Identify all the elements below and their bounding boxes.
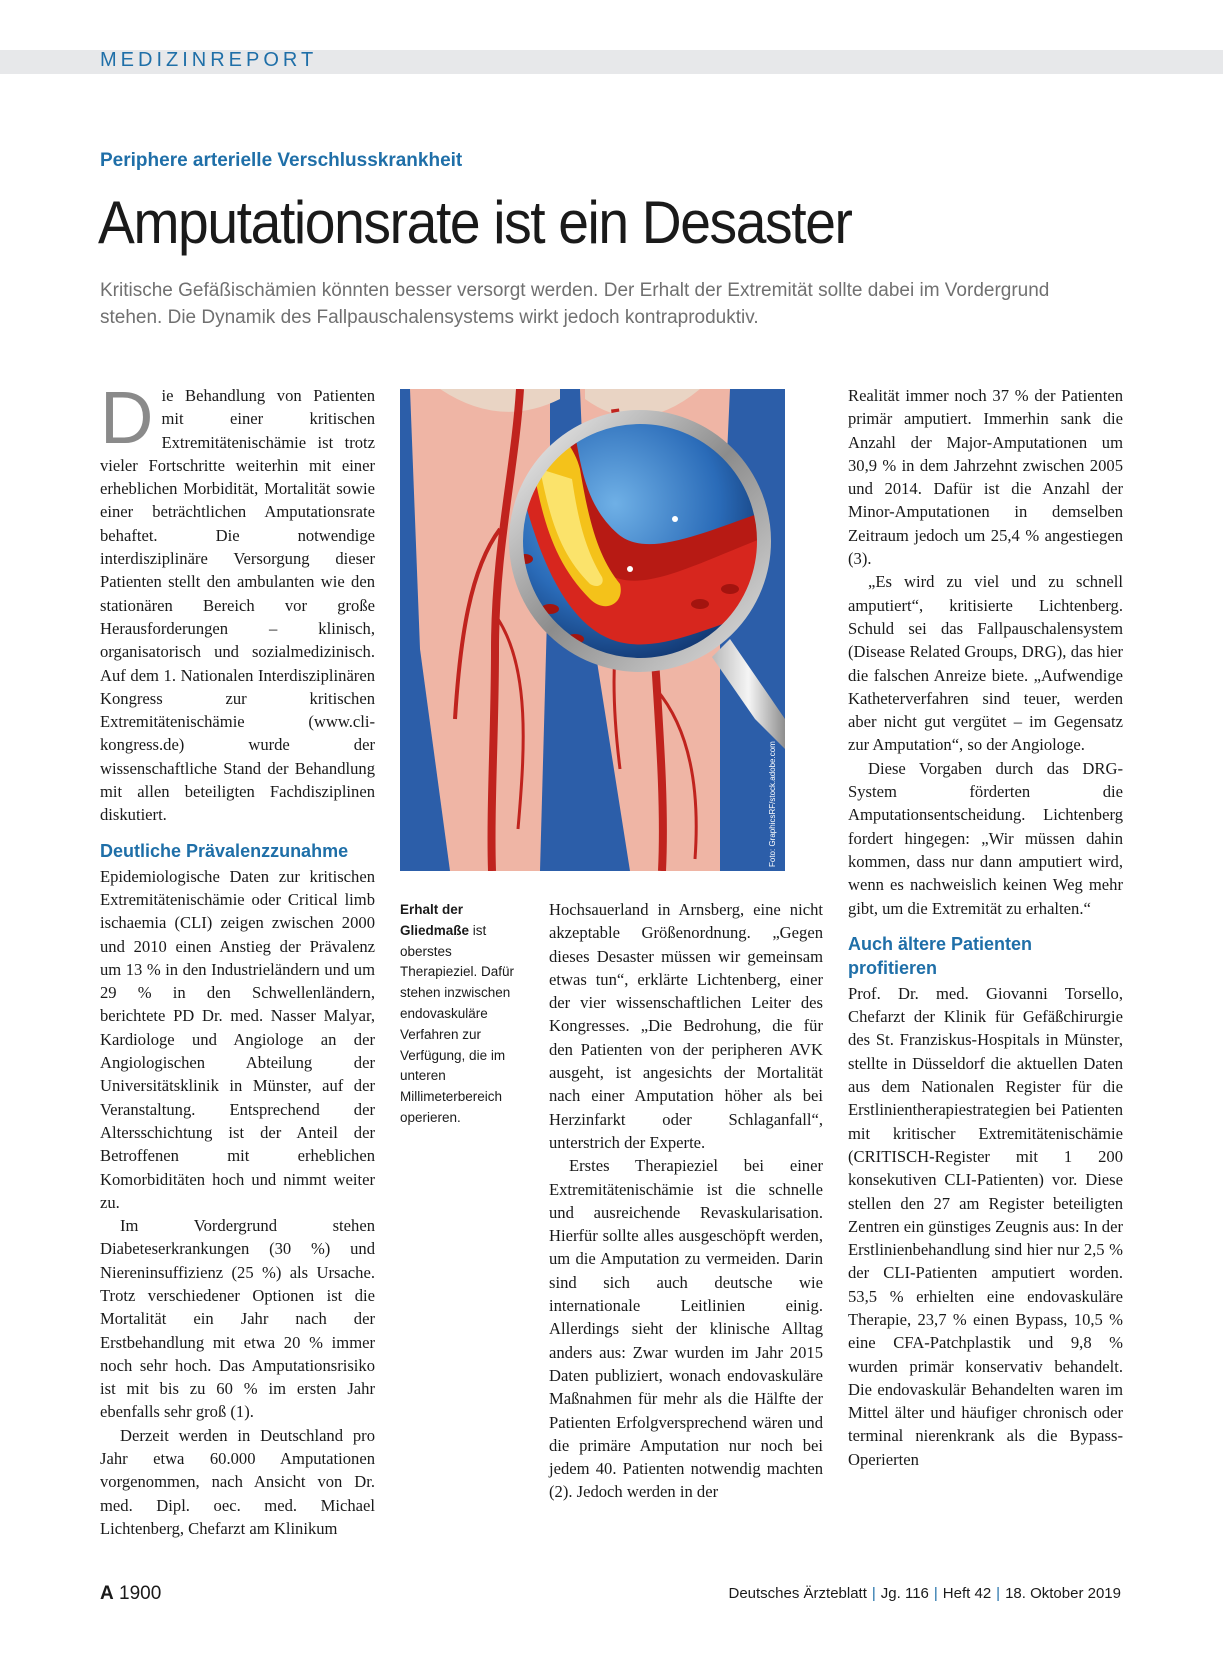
caption-label: Erhalt der Gliedmaße <box>400 902 470 938</box>
paragraph: Erstes Therapieziel bei einer Extremitätenischämie ist die schnelle und ausreichende Revaskularisation. Hierfür sollte alles ausgeschöpft werden, um die Amputation zu vermeiden. Darin sind sich auch deutsche wie internationale Leitlinien einig. Allerdings sieht der klinische Alltag anders aus: Zwar wurden im Jahr 2015 Daten publiziert, wonach endovaskuläre Maßnahmen für mehr als die Hälfte der Patienten Erfolgversprechend wären und die primäre Amputation nur noch bei jedem 40. Patienten notwendig machten (2). Jedoch werden in der <box>549 1156 823 1502</box>
journal-issue: Heft 42 <box>942 1585 992 1602</box>
separator: | <box>871 1585 876 1602</box>
photo-credit: Foto: GraphicsRF/stock.adobe.com <box>768 741 777 867</box>
drop-cap: D <box>100 376 154 459</box>
paragraph: Diese Vorgaben durch das DRG-System förderten die Amputationsentscheidung. Lichtenberg fordert hingegen: „Wir müssen dahin kommen, dass nur dann amputiert wird, wenn es nachweislich keinen Weg mehr gibt, um die Extremität zu erhalten.“ <box>848 758 1123 918</box>
caption-text: ist oberstes Therapieziel. Dafür stehen inzwischen endovaskuläre Verfahren zur Verfügung, die im unteren Millimeterbereich operieren. <box>400 922 515 1125</box>
separator: | <box>996 1585 1001 1602</box>
figure-caption <box>400 900 528 1129</box>
page-number: A 1900 <box>100 1583 162 1604</box>
subheading: Auch ältere Patienten profitieren <box>848 933 1033 978</box>
paragraph: Hochsauerland in Arnsberg, eine nicht akzeptable Größenordnung. „Gegen dieses Desaster müssen wir gemeinsam etwas tun“, erklärte Lichtenberg, einer der vier wissenschaftlichen Leiter des Kongresses. „Die Bedrohung, die für den Patienten von der peripheren AVK ausgeht, ist angesichts der Mortalität nach einer Amputation höher als bei Herzinfarkt oder Schlaganfall“, unterstrich der Experte. <box>549 900 823 1152</box>
journal-volume: Jg. 116 <box>880 1585 929 1602</box>
artery-magnifier-illustration <box>400 389 785 871</box>
article-title: Amputationsrate ist ein Desaster <box>98 189 852 256</box>
paragraph: „Es wird zu viel und zu schnell amputiert“, kritisierte Lichtenberg. Schuld sei das Fallpauschalensystem (Disease Related Groups, DRG), das hier die falschen Anreize biete. „Aufwendige Katheterverfahren sind teuer, werden aber nicht gut vergütet – im Gegensatz zur Amputation“, so der Angiologe. <box>848 572 1123 755</box>
article-kicker: Periphere arterielle Verschlusskrankheit <box>100 150 463 171</box>
article-image <box>400 389 785 871</box>
article-lead: Kritische Gefäßischämien könnten besser versorgt werden. Der Erhalt der Extremität sollte dabei im Vordergrund stehen. Die Dynamik des Fallpauschalensystems wirkt jedoch kontraproduktiv. <box>100 280 1050 328</box>
journal-info <box>728 1585 1121 1602</box>
paragraph: ie Behandlung von Patienten mit einer kritischen Extremitätenischämie ist trotz vieler Fortschritte weiterhin mit einer erheblichen Morbidität, Mortalität sowie einer beträchtlichen Amputationsrate behaftet. Die notwendige interdisziplinäre Versorgung dieser Patienten stellt den ambulanten wie den stationären Bereich vor große Herausforderungen – klinisch, organisatorisch und sozialmedizinisch. Auf dem 1. Nationalen Interdisziplinären Kongress zur kritischen Extremitätenischämie (www.cli-kongress.de) wurde der wissenschaftliche Stand der Behandlung mit allen beteiligten Fachdisziplinen diskutiert. <box>100 386 375 825</box>
section-label: MEDIZINREPORT <box>100 49 318 71</box>
paragraph: Derzeit werden in Deutschland pro Jahr etwa 60.000 Amputationen vorgenommen, nach Ansicht von Dr. med. Dipl. oec. med. Michael Lichtenberg, Chefarzt am Klinikum <box>100 1425 375 1538</box>
paragraph: Prof. Dr. med. Giovanni Torsello, Chefarzt der Klinik für Gefäßchirurgie des St. Franziskus-Hospitals in Münster, stellte in Düsseldorf die aktuellen Daten aus dem Nationalen Register für die Erstlinientherapiestrategien bei Patienten mit kritischer Extremitätenischämie (CRITISCH-Register mit 1 200 konsekutiven CLI-Patienten) vor. Diese stellen den 27 am Register beteiligten Zentren ein günstiges Zeugnis aus: In der Erstlinienbehandlung sind hier nur 2,5 % der CLI-Patienten amputiert worden. 53,5 % erhielten eine endovaskuläre Therapie, 23,7 % einen Bypass, 10,5 % eine CFA-Patchplastik und 9,8 % wurden primär konservativ behandelt. Die endovaskulär Behandelten waren im Mittel älter und häufiger chronisch oder terminal nierenkrank als die Bypass-Operierten <box>848 983 1123 1469</box>
separator: | <box>933 1585 938 1602</box>
paragraph: Epidemiologische Daten zur kritischen Extremitätenischämie oder Critical limb ischaemia (CLI) zeigen zwischen 2000 und 2010 einen Anstieg der Prävalenz um 13 % in den Industrieländern und um 29 % in den Schwellenländern, berichtete PD Dr. med. Nasser Malyar, Kardiologe und Angiologe an der Angiologischen Abteilung der Universitätsklinik in Münster, auf der Veranstaltung. Entsprechend der Altersschichtung ist der Anteil der Betroffenen mit erheblichen Komorbiditäten hoch und nimmt weiter zu. <box>100 866 375 1212</box>
paragraph: Realität immer noch 37 % der Patienten primär amputiert. Immerhin sank die Anzahl der Major-Amputationen um 30,9 % in dem Jahrzehnt zwischen 2005 und 2014. Dafür ist die Anzahl der Minor-Amputationen in demselben Zeitraum jedoch um 25,4 % angestiegen (3). <box>848 386 1123 569</box>
subheading: Deutliche Prävalenzzunahme <box>100 840 349 861</box>
journal-name: Deutsches Ärzteblatt <box>728 1585 867 1602</box>
column-4 <box>848 384 1123 1471</box>
journal-date: 18. Oktober 2019 <box>1005 1585 1121 1602</box>
column-3 <box>549 898 823 1504</box>
paragraph: Im Vordergrund stehen Diabeteserkrankungen (30 %) und Niereninsuffizienz (25 %) als Ursache. Trotz verschiedener Optionen ist die Mortalität ein Jahr nach der Erstbehandlung mit etwa 20 % immer noch sehr hoch. Das Amputationsrisiko ist mit bis zu 60 % im ersten Jahr ebenfalls sehr groß (1). <box>100 1216 375 1422</box>
column-1 <box>100 376 375 1540</box>
